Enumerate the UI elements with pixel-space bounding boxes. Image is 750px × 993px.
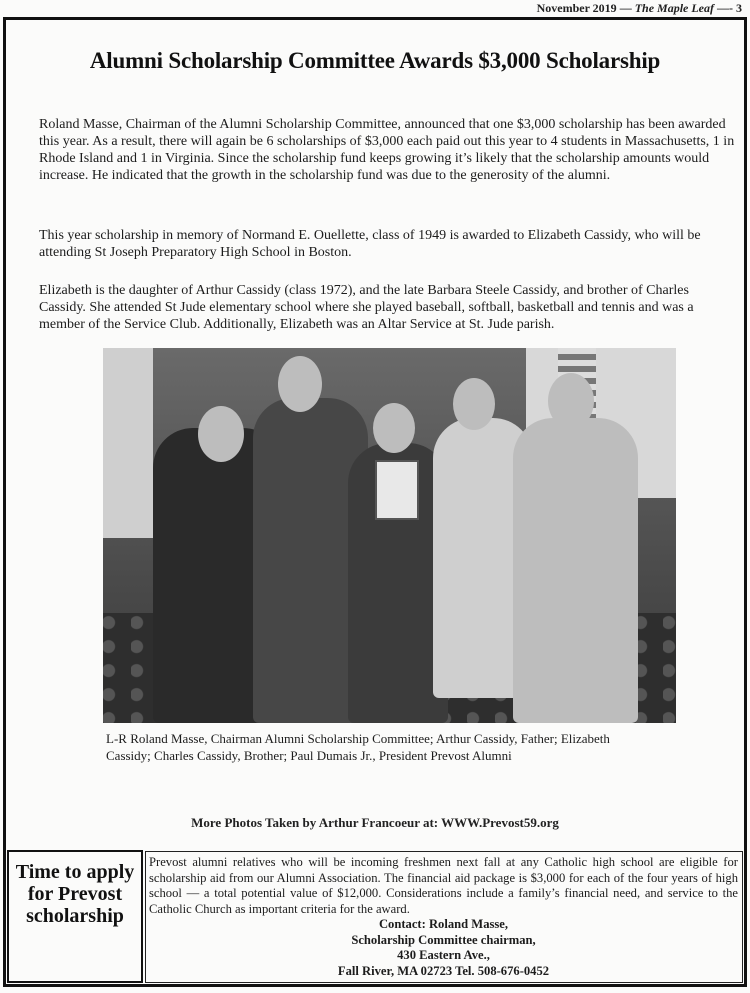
article-paragraph-2: This year scholarship in memory of Normand E. Ouellette, class of 1949 is awarded to Elizabeth Cassidy, who will be attending St Joseph Preparatory High School in Boston. bbox=[39, 228, 701, 260]
apply-callout-box bbox=[7, 850, 143, 983]
article-paragraph-1: Roland Masse, Chairman of the Alumni Scholarship Committee, announced that one $3,000 scholarship has been awarded this year. As a result, there will again be 6 scholarships of $3,000 each paid out this year to 4 students in Massachusetts, 1 in Rhode Island and 1 in Virginia. Since the scholarship fund keeps growing it’s likely that the scholarship amounts would increase. He indicated that the growth in the scholarship fund was due to the generosity of the alumni. bbox=[39, 117, 735, 183]
contact-line-1: Contact: Roland Masse, bbox=[378, 917, 509, 931]
publication-name: The Maple Leaf bbox=[634, 1, 714, 15]
photo-head bbox=[278, 356, 322, 412]
contact-line-4: Fall River, MA 02723 Tel. 508-676-0452 bbox=[337, 963, 550, 978]
photo-credit: More Photos Taken by Arthur Francoeur at: WWW.Prevost59.org bbox=[191, 815, 559, 830]
issue-date: November 2019 bbox=[536, 1, 617, 15]
article-frame bbox=[3, 17, 747, 987]
photo-person-paul-dumais bbox=[513, 418, 638, 723]
apply-headline-line-3: scholarship bbox=[26, 905, 124, 927]
photo-head bbox=[373, 403, 415, 453]
contact-line-2: Scholarship Committee chairman, bbox=[351, 932, 536, 947]
photo-head bbox=[198, 406, 244, 462]
photo-caption: L-R Roland Masse, Chairman Alumni Scholarship Committee; Arthur Cassidy, Father; Elizabeth Cassidy; Charles Cassidy, Brother; Paul Dumais Jr., President Prevost Alumni bbox=[106, 731, 610, 763]
apply-headline-line-1: Time to apply bbox=[15, 861, 135, 883]
article-paragraph-3: Elizabeth is the daughter of Arthur Cassidy (class 1972), and the late Barbara Steele Cassidy, and brother of Charles Cassidy. She attended St Jude elementary school where she played baseball, softball, basketball and tennis and was a member of the Service Club. Additionally, Elizabeth was an Altar Service at St. Jude parish. bbox=[39, 283, 694, 332]
apply-headline-line-2: for Prevost bbox=[27, 883, 123, 905]
article-title: Alumni Scholarship Committee Awards $3,000 Scholarship bbox=[89, 48, 661, 73]
header-separator: — bbox=[616, 1, 635, 15]
photo-wall-left bbox=[103, 348, 153, 538]
notice-text: Prevost alumni relatives who will be incoming freshmen next fall at any Catholic high school are eligible for scholarship aid from our Alumni Association. The financial aid package is $3,000 for each of the four years of high school — a total potential value of $12,000. Considerations include a family’s financial need, and service to the Catholic Church as important criteria for the award. bbox=[149, 855, 738, 916]
group-photo bbox=[103, 348, 676, 723]
scholarship-notice-box bbox=[145, 851, 743, 983]
photo-head bbox=[548, 373, 594, 429]
photo-certificate bbox=[375, 460, 419, 520]
running-header bbox=[537, 0, 742, 16]
contact-line-3: 430 Eastern Ave., bbox=[397, 948, 490, 962]
photo-head bbox=[453, 378, 495, 430]
page-number: —- 3 bbox=[714, 1, 742, 15]
